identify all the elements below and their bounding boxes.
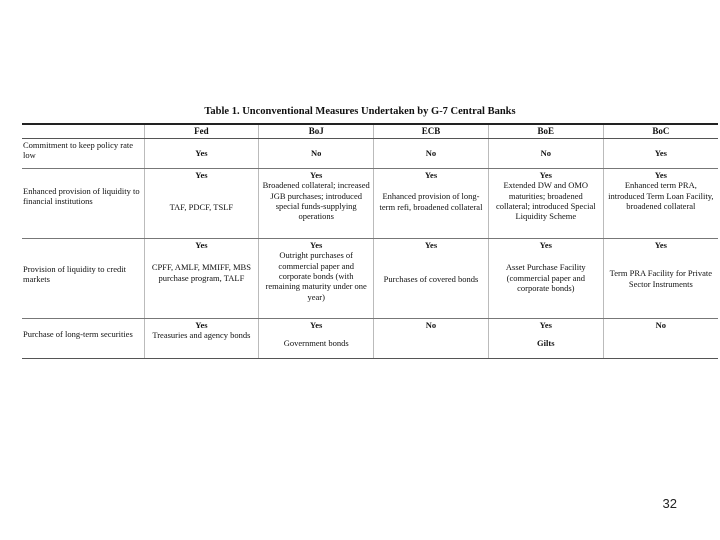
cell-answer: Yes	[654, 148, 667, 159]
table-cell	[603, 169, 718, 239]
cell-detail: Broadened collateral; increased JGB purchases; introduced special funds-supplying operations	[262, 180, 370, 222]
cell-answer: No	[540, 148, 551, 159]
cell-answer: Yes	[654, 240, 667, 250]
cell-answer: Yes	[195, 148, 208, 159]
row-label	[22, 239, 144, 319]
row-label-text: Provision of liquidity to credit markets	[23, 264, 126, 285]
cell-answer: Yes	[310, 320, 323, 330]
cell-answer: Yes	[424, 240, 438, 250]
table-cell	[144, 139, 259, 169]
cell-answer: Yes	[195, 170, 208, 180]
row-label-text: Enhanced provision of liquidity to financial institutions	[23, 186, 140, 207]
table-cell	[259, 139, 374, 169]
cell-detail: Term PRA Facility for Private Sector Instruments	[609, 268, 713, 289]
table-cell	[488, 139, 603, 169]
cell-detail: Asset Purchase Facility (commercial paper and corporate bonds)	[505, 262, 586, 294]
row-label	[22, 169, 144, 239]
table-row	[22, 239, 718, 319]
cell-answer: Yes	[539, 240, 552, 250]
table-cell	[144, 319, 259, 359]
table-row	[22, 139, 718, 169]
table-title: Table 1. Unconventional Measures Undertaken by G-7 Central Banks	[204, 106, 516, 117]
table-cell	[144, 239, 259, 319]
header-row	[22, 124, 718, 139]
measures-table	[22, 123, 718, 359]
table-cell	[603, 239, 718, 319]
column-header-ecb: ECB	[374, 124, 489, 139]
table-cell	[374, 319, 489, 359]
table-cell	[488, 239, 603, 319]
cell-detail: Government bonds	[283, 338, 349, 349]
cell-answer: Yes	[195, 240, 208, 250]
column-header-boc: BoC	[603, 124, 718, 139]
column-header-boe: BoE	[488, 124, 603, 139]
cell-detail: Treasuries and agency bonds	[152, 330, 251, 341]
cell-detail: Enhanced term PRA, introduced Term Loan Facility, broadened collateral	[608, 180, 714, 212]
cell-answer: No	[311, 148, 322, 159]
cell-answer: Yes	[424, 170, 438, 180]
cell-answer: Yes	[539, 320, 552, 330]
row-label: Commitment to keep policy rate low	[22, 139, 144, 169]
table-cell	[259, 169, 374, 239]
column-header-fed: Fed	[144, 124, 259, 139]
header-empty	[22, 124, 144, 139]
table-cell	[488, 319, 603, 359]
table-cell	[603, 139, 718, 169]
cell-detail: Extended DW and OMO maturities; broadened collateral; introduced Special Liquidity Scheme	[495, 180, 596, 222]
page-number: 32	[662, 496, 677, 511]
cell-answer: Yes	[310, 240, 323, 250]
cell-answer: Yes	[310, 170, 323, 180]
cell-answer: Yes	[195, 320, 208, 330]
cell-detail: Outright purchases of commercial paper and corporate bonds (with remaining maturity under one year)	[265, 250, 367, 302]
cell-detail: CPFF, AMLF, MMIFF, MBS purchase program, TALF	[151, 262, 251, 283]
table-cell	[374, 169, 489, 239]
cell-detail: Gilts	[537, 338, 555, 349]
table-row	[22, 169, 718, 239]
table-cell	[488, 169, 603, 239]
cell-detail: TAF, PDCF, TSLF	[169, 202, 234, 213]
table-cell	[144, 169, 259, 239]
cell-detail: Purchases of covered bonds	[383, 274, 479, 285]
table-cell	[603, 319, 718, 359]
cell-answer: Yes	[654, 170, 667, 180]
column-header-boj: BoJ	[259, 124, 374, 139]
cell-answer: No	[425, 148, 437, 159]
cell-detail: Enhanced provision of long-term refi, broadened collateral	[379, 191, 483, 212]
table-cell	[374, 139, 489, 169]
cell-answer: No	[655, 320, 667, 330]
table-row	[22, 319, 718, 359]
table-cell	[374, 239, 489, 319]
cell-answer: Yes	[539, 170, 552, 180]
table-cell	[259, 239, 374, 319]
row-label	[22, 319, 144, 359]
table-cell	[259, 319, 374, 359]
row-label-text: Purchase of long-term securities	[23, 329, 133, 339]
cell-answer: No	[425, 320, 437, 330]
